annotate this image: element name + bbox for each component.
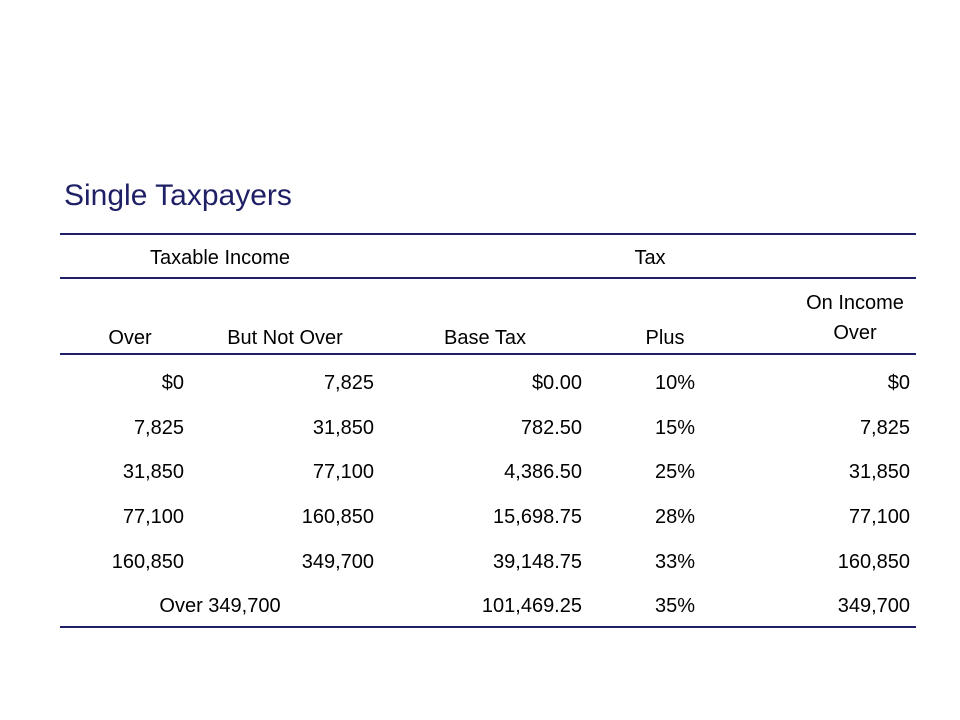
cell-over: 31,850 (122, 461, 184, 483)
cell-but-not-over: 160,850 (301, 506, 374, 528)
header-on-income-over (780, 288, 930, 348)
cell-income-range: Over 349,700 (159, 595, 281, 617)
cell-on-income-over: 77,100 (848, 506, 910, 528)
header-tax: Tax (634, 247, 666, 269)
header-on-income-over-line1: On Income (806, 292, 904, 314)
header-group-rule (60, 277, 916, 279)
header-over: Over (108, 327, 152, 349)
table-top-rule (60, 233, 916, 235)
cell-plus: 25% (654, 461, 695, 483)
cell-plus: 33% (654, 551, 695, 573)
cell-but-not-over: 31,850 (312, 417, 374, 439)
header-bottom-rule (60, 353, 916, 355)
cell-on-income-over: 349,700 (837, 595, 910, 617)
cell-base-tax: 15,698.75 (493, 506, 582, 528)
cell-but-not-over: 77,100 (312, 461, 374, 483)
cell-base-tax: 39,148.75 (493, 551, 582, 573)
cell-plus: 10% (654, 372, 695, 394)
cell-base-tax: $0.00 (531, 372, 582, 394)
cell-plus: 28% (654, 506, 695, 528)
cell-base-tax: 782.50 (520, 417, 582, 439)
cell-but-not-over: 7,825 (323, 372, 374, 394)
header-base-tax: Base Tax (444, 327, 526, 349)
cell-on-income-over: 31,850 (848, 461, 910, 483)
cell-on-income-over: 160,850 (837, 551, 910, 573)
header-on-income-over-line2: Over (833, 322, 877, 344)
header-plus: Plus (645, 327, 685, 349)
cell-on-income-over: $0 (887, 372, 910, 394)
cell-over: 160,850 (111, 551, 184, 573)
cell-plus: 35% (654, 595, 695, 617)
cell-on-income-over: 7,825 (859, 417, 910, 439)
cell-over: $0 (161, 372, 184, 394)
cell-but-not-over: 349,700 (301, 551, 374, 573)
cell-plus: 15% (654, 417, 695, 439)
header-but-not-over: But Not Over (227, 327, 343, 349)
cell-base-tax: 4,386.50 (504, 461, 582, 483)
cell-base-tax: 101,469.25 (481, 595, 582, 617)
cell-over: 7,825 (133, 417, 184, 439)
table-bottom-rule (60, 626, 916, 628)
page-title: Single Taxpayers (64, 179, 292, 212)
cell-over: 77,100 (122, 506, 184, 528)
header-taxable-income: Taxable Income (149, 247, 291, 269)
